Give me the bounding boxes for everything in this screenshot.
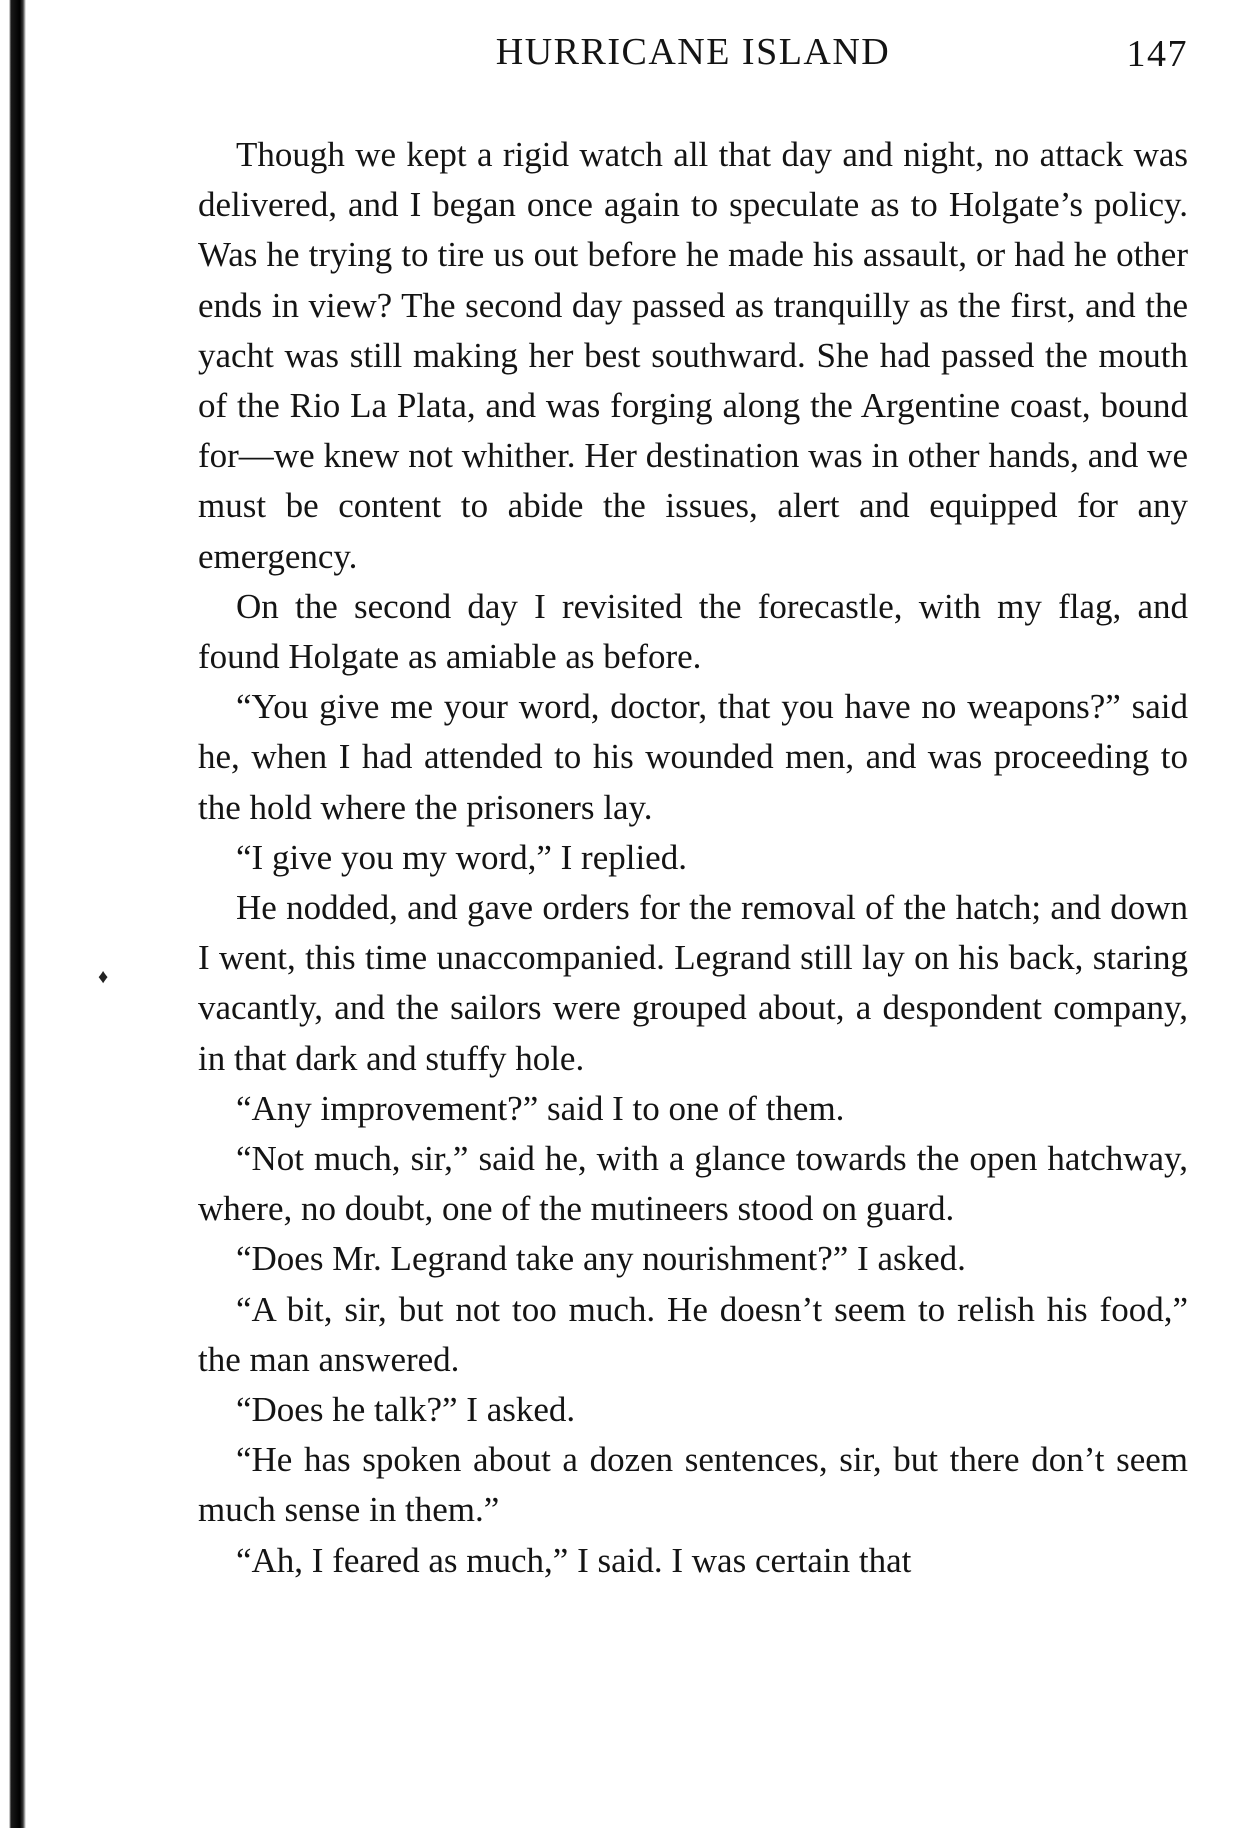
stray-ink-mark: ♦ <box>98 966 109 988</box>
paragraph: “I give you my word,” I replied. <box>236 837 687 877</box>
paragraph: “Does Mr. Legrand take any nourishment?” I asked. <box>236 1239 966 1279</box>
book-page <box>198 30 1188 1586</box>
paragraph: “He has spoken about a dozen sentences, sir, but there don’t seem much sense in them.” <box>198 1440 1188 1530</box>
paragraph: Though we kept a rigid watch all that day and night, no attack was delivered, and I began once again to speculate as to Holgate’s policy. Was he trying to tire us out before he made his assault, or had he other ends in view? The second day passed as tranquilly as the first, and the yacht was still making her best southward. She had passed the mouth of the Rio La Plata, and was forging along the Argentine coast, bound for—we knew not whither. Her destination was in other hands, and we must be content to abide the issues, alert and equipped for any emergency. <box>198 135 1188 576</box>
body-text <box>198 130 1188 1586</box>
running-title: HURRICANE ISLAND <box>495 31 891 73</box>
paragraph: “You give me your word, doctor, that you have no weapons?” said he, when I had attended to his wounded men, and was proceeding to the hold where the prisoners lay. <box>198 687 1188 827</box>
running-header <box>198 30 1188 92</box>
paragraph: On the second day I revisited the forecastle, with my flag, and found Holgate as amiable as before. <box>198 586 1188 677</box>
paragraph: “Does he talk?” I asked. <box>236 1390 576 1430</box>
binding-edge <box>0 0 26 1828</box>
paragraph: He nodded, and gave orders for the removal of the hatch; and down I went, this time unaccompanied. Legrand still lay on his back, staring vacantly, and the sailors were grouped about, a despondent company, in that dark and stuffy hole. <box>198 888 1188 1078</box>
paragraph: “Any improvement?” said I to one of them. <box>236 1088 845 1128</box>
paragraph: “Ah, I feared as much,” I said. I was certain that <box>236 1540 912 1580</box>
paragraph: “Not much, sir,” said he, with a glance towards the open hatchway, where, no doubt, one of the mutineers stood on guard. <box>198 1139 1188 1229</box>
page-number: 147 <box>1126 33 1188 75</box>
paragraph: “A bit, sir, but not too much. He doesn’t seem to relish his food,” the man answered. <box>198 1289 1188 1379</box>
